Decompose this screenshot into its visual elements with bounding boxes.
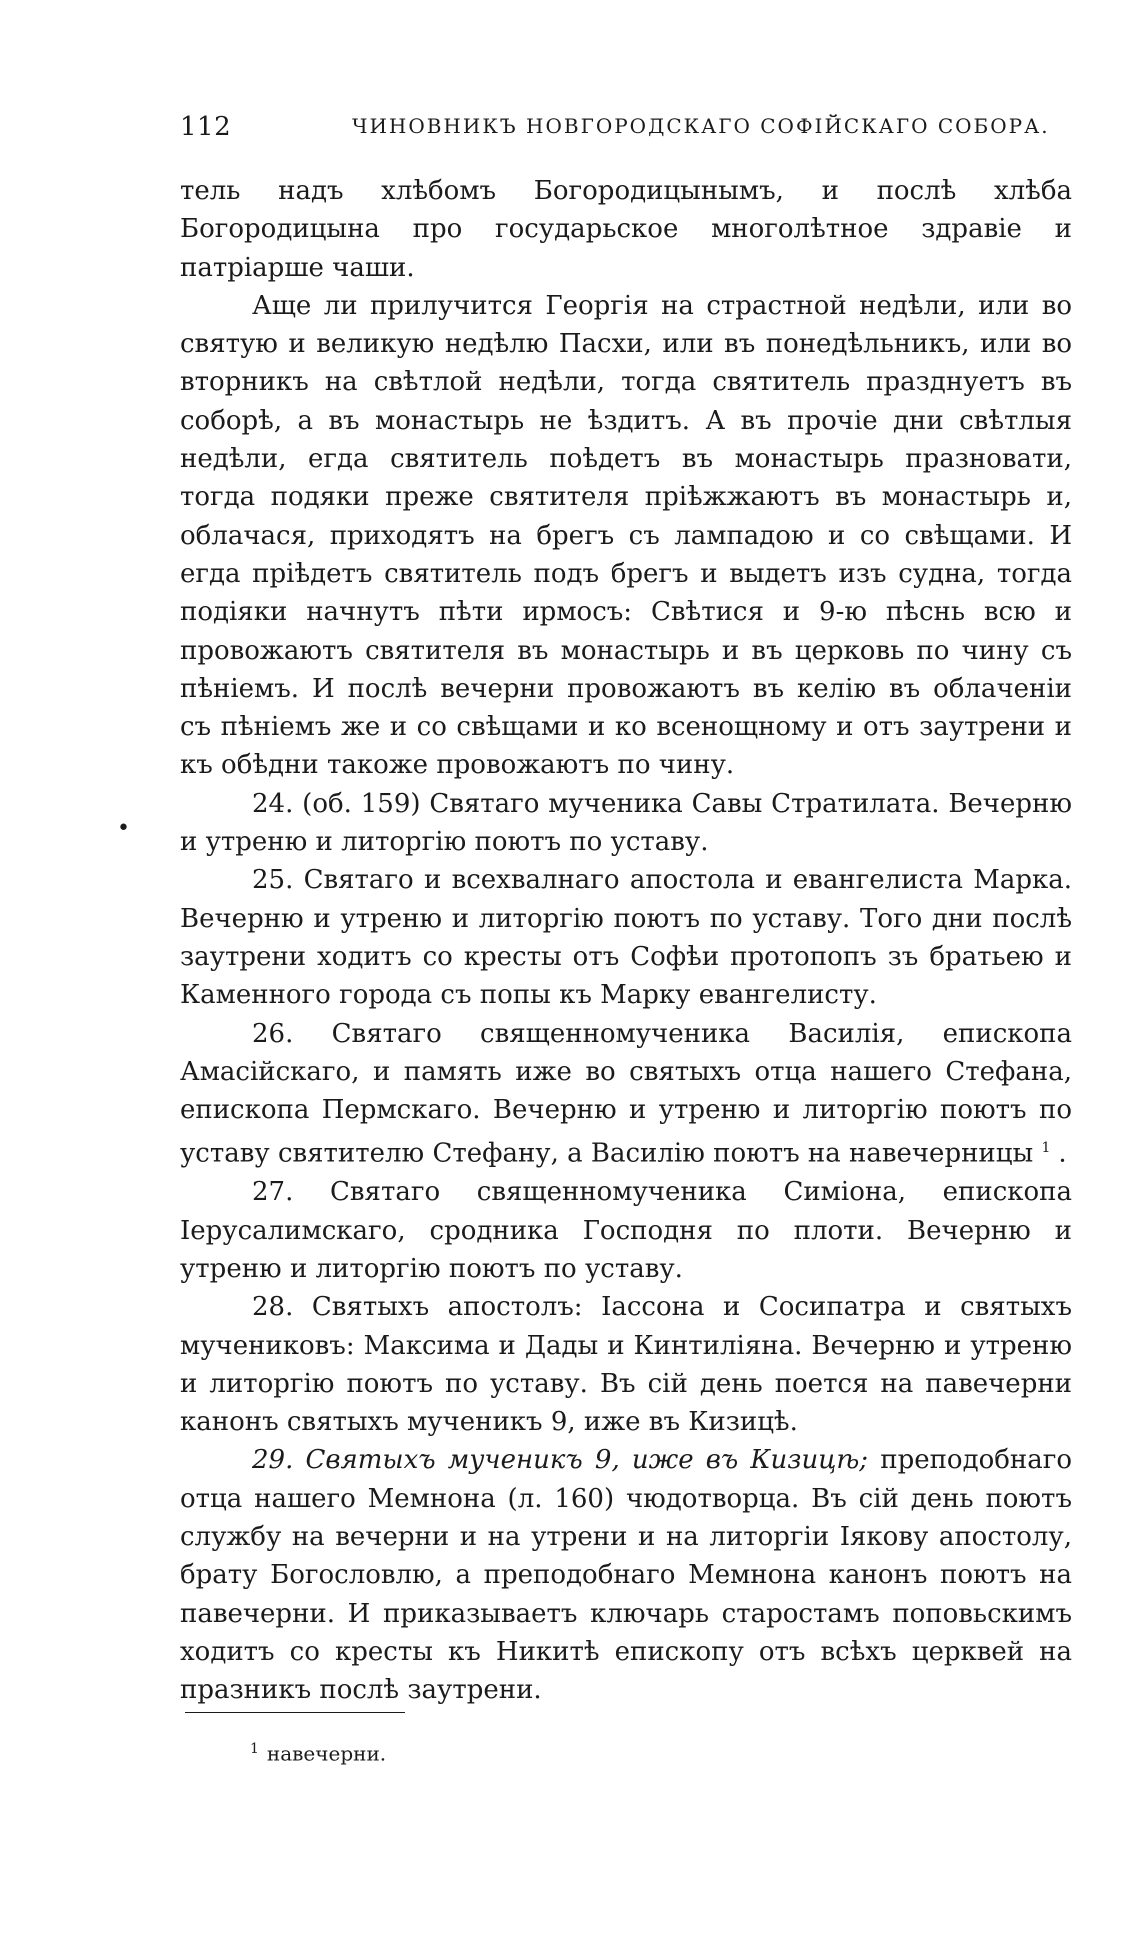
- paragraph-entry-29: [180, 1441, 1072, 1709]
- paragraph-entry-28: 28. Святыхъ апостолъ: Іассона и Сосипатра и святыхъ мучениковъ: Максима и Дады и Кинтиліяна. Вечерню и утреню и литоргію поютъ по уставу. Въ сій день поется на павечерни канонъ святыхъ мученикъ 9, иже въ Кизицѣ.: [180, 1292, 1072, 1438]
- entry-26-text: 26. Святаго священномученика Василія, епископа Амасійскаго, и память иже во святыхъ отца нашего Стефана, епископа Пермскаго. Вечерню и утреню и литоргію поютъ по уставу святителю Стефану, а Василію поютъ на навечерницы: [180, 1018, 1072, 1170]
- footnote-mark: 1: [250, 1741, 259, 1757]
- paragraph-entry-26: [180, 1015, 1072, 1174]
- entry-26-end: .: [1058, 1139, 1067, 1170]
- paragraph-continuation: тель надъ хлѣбомъ Богородицынымъ, и послѣ хлѣба Богородицына про государьское многолѣтное здравіе и патріаршe чаши.: [180, 176, 1072, 283]
- page-number: 112: [180, 112, 232, 142]
- footnote: [250, 1734, 386, 1769]
- running-head: [180, 112, 1072, 156]
- paragraph-george: Аще ли прилучится Георгія на страстной недѣли, или во святую и великую недѣлю Пасхи, или въ понедѣльникъ, или во вторникъ на свѣтлой недѣли, тогда святитель празднуетъ въ соборѣ, а въ монастырь не ѣздитъ. А въ прочіе дни свѣтлыя недѣли, егда святитель поѣдетъ въ монастырь празновати, тогда подяки прежe святителя пріѣжжаютъ въ монастырь и, облачася, приходятъ на брегъ съ лампадою и со свѣщами. И егда пріѣдетъ святитель подъ брегъ и выдетъ изъ судна, тогда подіяки начнутъ пѣти ирмосъ: Свѣтися и 9-ю пѣснь всю и провожаютъ святителя въ монастырь и въ церковь по чину съ пѣніемъ. И послѣ вечерни провожаютъ въ келію въ облаченіи съ пѣніемъ же и со свѣщами и ко всенощному и отъ заутрени и къ обѣдни такоже провожаютъ по чину.: [180, 290, 1072, 781]
- footnote-text: навечерни.: [266, 1741, 387, 1766]
- paragraph-entry-27: 27. Святаго священномученика Симіона, епископа Іерусалимскаго, сродника Господня по плоти. Вечерню и утреню и литоргію поютъ по уставу.: [180, 1177, 1072, 1284]
- body-text: [180, 172, 1072, 1710]
- entry-29-italic-heading: 29. Святыхъ мученикъ 9, иже въ Кизицѣ;: [252, 1445, 869, 1476]
- paragraph-entry-24: 24. (об. 159) Святаго мученика Савы Стратилата. Вечерню и утреню и литоргію поютъ по уставу.: [180, 788, 1072, 858]
- entry-29-text: преподобнаго отца нашего Мемнона (л. 160) чюдотворца. Въ сій день поютъ службу на вечерни и на утрени и на литоргіи Іякову апостолу, брату Богословлю, а преподобнаго Мемнона канонъ поютъ на павечерни. И приказываетъ ключарь старостамъ поповьскимъ ходитъ со кресты къ Никитѣ епископу отъ всѣхъ церквей на празникъ послѣ заутрени.: [180, 1445, 1072, 1706]
- footnote-divider: [185, 1712, 405, 1713]
- footnote-reference: 1: [1041, 1140, 1051, 1157]
- margin-dot: •: [117, 816, 130, 841]
- paragraph-entry-25: 25. Святаго и всехвалнаго апостола и евангелиста Марка. Вечерню и утреню и литоргію поютъ по уставу. Того дни послѣ заутрени ходитъ со кресты отъ Софѣи протопопъ зъ братьею и Каменного города съ попы къ Марку евангелисту.: [180, 865, 1072, 1011]
- running-title: ЧИНОВНИКЪ НОВГОРОДСКАГО СОФІЙСКАГО СОБОРА.: [352, 114, 1050, 138]
